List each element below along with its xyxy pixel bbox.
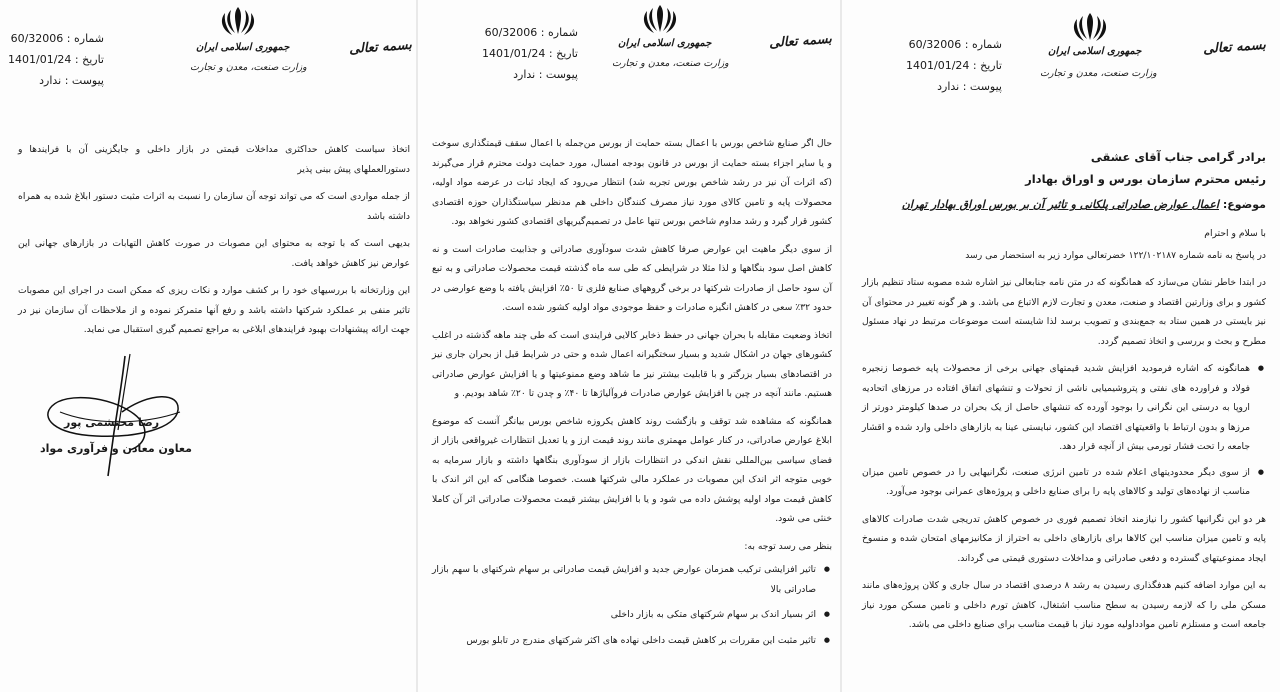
signer-name: رضا محتشمی پور [64,416,160,429]
paragraph: از جمله مواردی است که می تواند توجه آن سازمان را نسبت به اثرات مثبت دستور ابلاغ شده به همراه داشته باشد [18,191,410,222]
paragraph: بنظر می رسد توجه به: [744,540,832,552]
letter-body-1 [862,146,1266,643]
letter-meta [0,28,104,91]
page-divider [840,0,842,692]
letter-body-2 [432,134,832,658]
paragraph: به این موارد اضافه کنیم هدفگذاری رسیدن به رشد ۸ درصدی اقتصاد در سال جاری و کلان پروژه‌های مانند مسکن ملی را که لازمه رسیدن به سطح مناسب اشتغال، کاهش تورم داخلی و تامین مسکن مورد نیاز جامعه است و مستلزم تامین موادداولیه مورد نیاز با قیمت مناسب برای صنایع داخلی می باشد. [862,580,1266,630]
letter-date: تاریخ : 1401/01/24 [906,59,1002,72]
reference-line: در پاسخ به نامه شماره ۱۲۲/۱۰۲۱۸۷ خضرتعالی موارد زیر به استحضار می رسد [965,249,1266,261]
letter-page-2 [418,0,840,692]
paragraph: هر دو این نگرانیها کشور را نیازمند اتخاذ تصمیم فوری در خصوص کاهش تدریجی شدت صادرات کالاهای پایه و تامین میزان مناسب این کالاها برای بازارهای داخلی به احتراز از مکانیزمهای امتحان شده و منسوخ ایجاد ممنوعیتهای گسترده و دفعی صادراتی و مداخلات دستوری قیمتی می گرداند. [862,513,1266,564]
iran-emblem-icon [1070,10,1110,44]
letter-body-3 [18,140,410,348]
letter-date: تاریخ : 1401/01/24 [8,53,104,66]
salutation: با سلام و احترام [1204,228,1266,239]
paragraph: این وزارتخانه با بررسیهای خود را بر کشف موارد و نکات ریزی که ممکن است در اجرای این مصوبات تاثیر منفی بر عملکرد شرکتها داشته باشد و رفع آنها متمرکز نموده و از ملاحظات آن سازمان نیز در جهت ارائه پیشنهادات بهبود فرایندهای ابلاغی به مراجع تصمیم گیری استقبال می نماید. [18,285,410,335]
paragraph: از سوی دیگر ماهیت این عوارض صرفا کاهش شدت سودآوری صادراتی و جذابیت صادرات است و نه کاهش اصل سود بنگاهها و لذا مثلا در شرایطی که طی سه ماه گذشته قیمت محصولات صادراتی و به تبع آن سود حاصل از صادرات شرکتها در برخی گروههای صنایع فلزی تا ۵۰٪ افزایش یافته با وضع عوارضی در حدود ۳۲٪ سعی در کاهش انگیزه صادرات و حفظ موجودی مواد اولیه کشور شده است. [432,243,832,313]
addressee: برادر گرامی جناب آقای عشقی [1090,150,1266,164]
paragraph: اتخاذ وضعیت مقابله با بحران جهانی در حفظ ذخایر کالایی فرایندی است که طی چند ماهه گذشته در اغلب کشورهای جهان در اشکال شدید و بسیار سختگیرانه اعمال شده و حتی در شرایط قبل از بحران جاری نیز در اقتصادهای بسیار بزرگتر و با قابلیت بیشتر نیز ما شاهد وضع ممنوعیتها و یا افزایش عوارض صادراتی هستیم. مانند آنچه در چین با افزایش عوارض صادرات فروآلیاژها تا ۴۰٪ و چدن تا ۲۰٪ شاهد بودیم. و [432,329,832,399]
republic-name: جمهوری اسلامی ایران [196,42,290,53]
letter-number: شماره : 60/32006 [484,26,578,39]
paragraph: بدیهی است که با توجه به محتوای این مصوبات در صورت کاهش التهابات در بازارهای جهانی این عوارض نیز کاهش خواهد یافت. [18,238,410,269]
ministry-name: وزارت صنعت، معدن و تجارت [190,62,307,73]
subject-text: اعمال عوارض صادراتی پلکانی و تاثیر آن بر بورس اوراق بهادار تهران [901,198,1219,211]
ministry-name: وزارت صنعت، معدن و تجارت [612,58,729,69]
paragraph: حال اگر صنایع شاخص بورس با اعمال بسته حمایت از بورس من‌جمله با اعمال سقف قیمتگذاری سوخت و یا سایر اجزاء بسته حمایت از بورس در قانون بودجه امسال، مورد حمایت دولت محترم قرار می‌گیرند (که اثرات آن نیز در رشد شاخص بورس تجربه شد) انتظار می‌رود که ایجاد ثبات در عرضه مواد اولیه، محصولات پایه و تامین کالای مورد نیاز مصرف کنندگان داخلی هم مدنظر سیاستگذاران حوزه اقتصادی کشور قرار گیرد و رشد مداوم شاخص بورس تنها عامل در تصمیم‌گیریهای اقتصادی کشور نخواهد بود. [432,138,832,227]
paragraph: همانگونه که مشاهده شد توقف و بازگشت روند کاهش یکروزه شاخص بورس بیانگر آنست که موضوع ابلاغ عوارض صادراتی، در کنار عوامل مهمتری مانند روند قیمت ارز و یا تعدیل انتظارات غیرواقعی بازار از فضای سیاسی بین‌المللی نقش اندکی در انتظارات بازار از سودآوری بنگاهها داشته و بازار سرمایه به خوبی متوجه اثر اندک این مصوبات در عملکرد مالی شرکتها هست. خصوصا هنگامی که این اثر اندک با کاهش قیمت مواد اولیه پوشش داده می شود و یا با افزایش بیشتر قیمت محصولات صادراتی اثر آن کاملا خنثی می شود. [432,415,832,524]
iran-emblem-icon [640,2,680,36]
bullet-item: ● از سوی دیگر محدودیتهای اعلام شده در تامین انرژی صنعت، نگرانیهایی را در خصوص تامین میزان مناسب از نهاده‌های تولید و کالاهای پایه را برای صنایع داخلی و پروژه‌های عمرانی بوجود می‌آورد. [862,463,1250,502]
letter-page-1 [842,0,1280,692]
bullet-item: ● تاثیر افزایشی ترکیب همزمان عوارض جدید و افزایش قیمت صادراتی بر سهام شرکتهای با سهم بازار صادراتی بالا [432,560,816,599]
paragraph: در ابتدا خاطر نشان می‌سازد که همانگونه که در متن نامه جنابعالی نیز اشاره شده مصوبه ستاد تنظیم بازار کشور و برای وزارتین اقتصاد و صنعت، معدن و تجارت لازم الاتباع می باشد. و هر گونه تغییر در محتوای آن نیز بایستی در همین ستاد به جمع‌بندی و تصویب برسد لذا شایسته است موضوعات مرتبط در نهاد مسئول مطرح و بحث و بررسی و اتخاذ تصمیم گردد. [862,277,1266,347]
subject-label: موضوع: [1222,198,1266,211]
letter-number: شماره : 60/32006 [10,32,104,45]
republic-name: جمهوری اسلامی ایران [1048,46,1142,57]
bismillah-heading: بسمه تعالی [768,31,833,52]
bismillah-heading: بسمه تعالی [1202,37,1267,58]
republic-name: جمهوری اسلامی ایران [618,38,712,49]
letter-attachment: پیوست : ندارد [937,80,1002,93]
letter-attachment: پیوست : ندارد [513,68,578,81]
bismillah-heading: بسمه تعالی [348,37,413,58]
letter-date: تاریخ : 1401/01/24 [482,47,578,60]
bullet-list [862,359,1266,502]
iran-emblem-icon [218,4,258,38]
ministry-name: وزارت صنعت، معدن و تجارت [1040,68,1157,79]
signer-title: معاون معادن و فرآوری مواد [40,442,192,455]
subject-line [862,194,1266,216]
letter-meta [428,22,578,85]
bullet-item: ● همانگونه که اشاره فرمودید افزایش شدید قیمتهای جهانی برخی از محصولات پایه خصوصا زنجیره فولاد و فراورده های نفتی و پتروشیمیایی ناشی از تحولات و تنشهای اتفاق افتاده در مرزهای اتحادیه اروپا به درستی این نگرانی را بوجود آورده که تنشهای حاصل از یک بحران در صدها کیلومتر دورتر از مرزها و بدون ارتباط با واقعیتهای اقتصاد این کشور، نبایستی عینا به بازارهای داخلی وارد شده و اقشار جامعه را تحت فشار تورمی بیش از آنچه قرار دهد. [862,359,1250,457]
letter-number: شماره : 60/32006 [908,38,1002,51]
bullet-item: ● اثر بسیار اندک بر سهام شرکتهای متکی به بازار داخلی [432,605,816,625]
bullet-item: ● تاثیر مثبت این مقررات بر کاهش قیمت داخلی نهاده های اکثر شرکتهای مندرج در تابلو بورس [432,631,816,651]
addressee-title: رئیس محترم سازمان بورس و اوراق بهادار [1025,172,1266,186]
letter-page-3 [0,0,416,692]
paragraph: اتخاذ سیاست کاهش حداکثری مداخلات قیمتی در بازار داخلی و جایگزینی آن با فرایندها و دستورالعملهای پیش بینی پذیر [18,144,410,175]
letter-attachment: پیوست : ندارد [39,74,104,87]
letter-meta [852,34,1002,97]
bullet-list [432,560,832,650]
page-divider [416,0,418,692]
